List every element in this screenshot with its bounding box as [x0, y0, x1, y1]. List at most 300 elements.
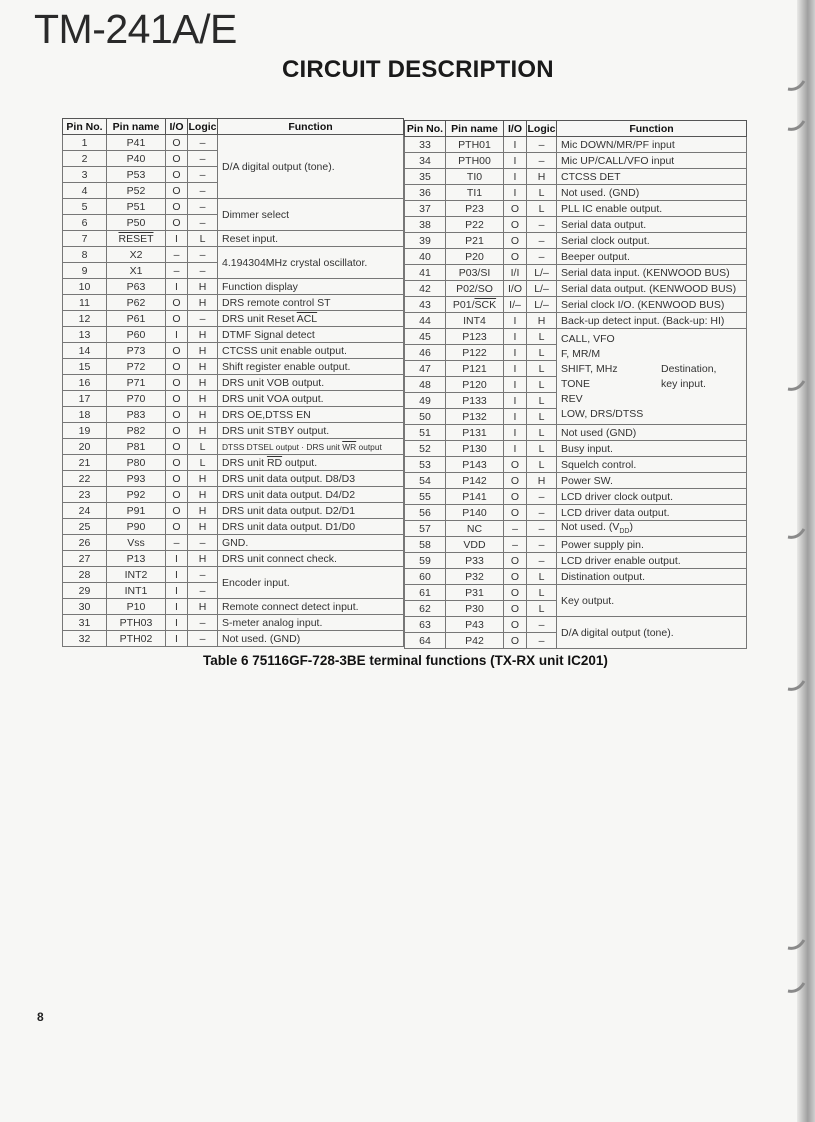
pin-number: 38: [405, 217, 446, 233]
pin-number: 33: [405, 137, 446, 153]
table-row: [63, 343, 404, 359]
pin-logic: –: [188, 535, 218, 551]
pin-function: [218, 311, 404, 327]
binder-ring-icon: [786, 78, 808, 92]
section-title: CIRCUIT DESCRIPTION: [282, 56, 554, 83]
pin-logic: H: [188, 391, 218, 407]
pin-logic: –: [527, 217, 557, 233]
function-text: DRS unit VOA output.: [222, 392, 324, 405]
pin-logic: H: [188, 423, 218, 439]
pin-logic: H: [188, 343, 218, 359]
table-row: [63, 247, 404, 263]
table-row: [63, 391, 404, 407]
pin-io: –: [166, 247, 188, 263]
pin-number: 1: [63, 135, 107, 151]
pin-name: INT4: [446, 313, 504, 329]
pin-number: 16: [63, 375, 107, 391]
pin-function: [218, 327, 404, 343]
pin-logic: L/–: [527, 297, 557, 313]
pin-function: [218, 407, 404, 423]
table-row: [63, 535, 404, 551]
table-row: [63, 599, 404, 615]
pin-number: 64: [405, 633, 446, 649]
pin-number: 59: [405, 553, 446, 569]
function-text: Mic UP/CALL/VFO input: [561, 154, 675, 167]
pin-logic: L: [527, 329, 557, 345]
pin-io: O: [504, 617, 527, 633]
pin-io: O: [504, 505, 527, 521]
pin-number: 39: [405, 233, 446, 249]
pin-io: I: [504, 425, 527, 441]
pin-logic: –: [527, 505, 557, 521]
pin-number: 62: [405, 601, 446, 617]
page-number: 8: [37, 1010, 44, 1024]
pin-number: 37: [405, 201, 446, 217]
pin-name: P22: [446, 217, 504, 233]
pin-function: [557, 249, 747, 265]
pin-logic: L: [188, 231, 218, 247]
pin-io: I: [166, 551, 188, 567]
pin-logic: –: [188, 151, 218, 167]
function-text: Beeper output.: [561, 250, 630, 263]
pin-io: O: [166, 407, 188, 423]
pin-logic: –: [188, 263, 218, 279]
pin-number: 57: [405, 521, 446, 537]
pin-function: [218, 567, 404, 599]
pin-number: 34: [405, 153, 446, 169]
pin-io: O: [504, 489, 527, 505]
pin-logic: –: [527, 553, 557, 569]
function-text: DRS remote control ST: [222, 296, 331, 309]
function-text: DTSS DTSEL output · DRS unit: [222, 441, 343, 452]
pin-logic: H: [527, 169, 557, 185]
pin-name: P02/SO: [446, 281, 504, 297]
binder-ring-icon: [786, 118, 808, 132]
header-function: Function: [218, 119, 404, 135]
pin-name: P03/SI: [446, 265, 504, 281]
pin-function: [557, 425, 747, 441]
function-text: DRS OE,DTSS EN: [222, 408, 311, 421]
pin-io: O: [166, 471, 188, 487]
header-io: I/O: [166, 119, 188, 135]
pin-number: 11: [63, 295, 107, 311]
pin-function: [218, 199, 404, 231]
pin-function: [218, 279, 404, 295]
pin-name: P131: [446, 425, 504, 441]
pin-logic: H: [188, 279, 218, 295]
table-row: [405, 233, 747, 249]
table-row: [63, 279, 404, 295]
pin-number: 41: [405, 265, 446, 281]
pin-function: [557, 505, 747, 521]
pin-name: PTH01: [446, 137, 504, 153]
pin-logic: –: [188, 167, 218, 183]
table-row: [405, 137, 747, 153]
function-text: DRS unit STBY output.: [222, 424, 330, 437]
pin-number: 56: [405, 505, 446, 521]
pin-io: O: [504, 201, 527, 217]
function-text: output.: [282, 456, 318, 469]
table-row: [405, 265, 747, 281]
pin-name: INT2: [107, 567, 166, 583]
pin-function: [218, 615, 404, 631]
function-text: Serial clock I/O. (KENWOOD BUS): [561, 298, 725, 311]
key-function-line: TONE: [561, 377, 590, 390]
pin-io: I: [504, 345, 527, 361]
function-text: CTCSS unit enable output.: [222, 344, 347, 357]
destination-note: Destination, key input.: [661, 362, 717, 390]
pin-name: P41: [107, 135, 166, 151]
pin-function: [218, 631, 404, 647]
pin-number: 5: [63, 199, 107, 215]
pin-logic: –: [527, 153, 557, 169]
table-row: [63, 631, 404, 647]
pin-io: I: [166, 615, 188, 631]
pin-name-text-overline: $\overline{SCK}$: [474, 298, 497, 311]
pin-function: [557, 297, 747, 313]
pin-function: [218, 375, 404, 391]
pin-number: 15: [63, 359, 107, 375]
table-row: [405, 617, 747, 633]
pin-number: 47: [405, 361, 446, 377]
pin-name: P93: [107, 471, 166, 487]
function-text: DRS unit Reset: [222, 312, 297, 325]
pin-function: [557, 201, 747, 217]
table-row: [63, 503, 404, 519]
pin-name: P62: [107, 295, 166, 311]
pin-io: O: [166, 503, 188, 519]
pin-logic: L: [527, 601, 557, 617]
table-header-row: [405, 121, 747, 137]
pin-number: 27: [63, 551, 107, 567]
table-row: [63, 199, 404, 215]
pin-logic: –: [527, 489, 557, 505]
pin-name: P20: [446, 249, 504, 265]
function-text: D/A digital output (tone).: [561, 626, 674, 639]
pin-io: I: [504, 169, 527, 185]
pin-function: [557, 265, 747, 281]
pin-number: 7: [63, 231, 107, 247]
pin-io: O: [166, 183, 188, 199]
pin-function: [218, 343, 404, 359]
function-text-overline: $\overline{WR}$: [342, 441, 357, 452]
pin-number: 42: [405, 281, 446, 297]
pin-number: 14: [63, 343, 107, 359]
pin-logic: L: [188, 439, 218, 455]
table-row: [405, 169, 747, 185]
pin-logic: –: [188, 215, 218, 231]
header-logic: Logic: [527, 122, 556, 135]
pin-number: 9: [63, 263, 107, 279]
pin-name: P122: [446, 345, 504, 361]
pin-io: O: [166, 295, 188, 311]
header-pin-name: Pin name: [446, 121, 504, 137]
table-header-row: [63, 119, 404, 135]
function-text: CTCSS DET: [561, 170, 621, 183]
pin-logic: H: [188, 519, 218, 535]
pin-function: [218, 135, 404, 199]
pin-number: 6: [63, 215, 107, 231]
table-row: [405, 473, 747, 489]
pin-logic: L: [527, 185, 557, 201]
pin-io: O: [166, 391, 188, 407]
pin-logic: –: [188, 199, 218, 215]
pin-io: O: [504, 233, 527, 249]
pin-logic: –: [527, 633, 557, 649]
function-text: Distination output.: [561, 570, 646, 583]
pin-number: 23: [63, 487, 107, 503]
pin-number: 2: [63, 151, 107, 167]
table-caption: Table 6 75116GF-728-3BE terminal functions (TX-RX unit IC201): [203, 653, 608, 668]
pin-io: I: [504, 185, 527, 201]
function-text: Not used. (V: [561, 521, 620, 534]
pin-io: O: [166, 487, 188, 503]
table-row: [405, 281, 747, 297]
table-row: [63, 423, 404, 439]
pin-name: Vss: [107, 535, 166, 551]
pin-io: O: [504, 473, 527, 489]
key-function-line: F, MR/M: [561, 347, 601, 360]
pin-logic: –: [188, 583, 218, 599]
pin-io: –: [166, 535, 188, 551]
function-text: Reset input.: [222, 232, 279, 245]
pin-name: [446, 297, 504, 313]
function-text: Serial data input. (KENWOOD BUS): [561, 266, 730, 279]
function-text: Serial data output. (KENWOOD BUS): [561, 282, 737, 295]
header-io: I/O: [504, 121, 527, 137]
pin-number: 35: [405, 169, 446, 185]
pin-io: I: [504, 393, 527, 409]
pin-io: I: [166, 631, 188, 647]
pin-name: P81: [107, 439, 166, 455]
table-row: [63, 327, 404, 343]
pin-function: [557, 537, 747, 553]
function-text: ): [629, 521, 633, 534]
pin-logic: L: [527, 201, 557, 217]
pin-name: P50: [107, 215, 166, 231]
pin-number: 63: [405, 617, 446, 633]
pin-name: P91: [107, 503, 166, 519]
pin-name: P52: [107, 183, 166, 199]
pin-name: RESET: [107, 231, 166, 247]
function-text: DRS unit data output. D4/D2: [222, 488, 356, 501]
binder-ring-icon: [786, 980, 808, 994]
pin-logic: H: [188, 599, 218, 615]
function-text: S-meter analog input.: [222, 616, 323, 629]
pin-name: P13: [107, 551, 166, 567]
pin-logic: H: [188, 471, 218, 487]
pin-name: P80: [107, 455, 166, 471]
pin-name: P30: [446, 601, 504, 617]
pin-logic: H: [527, 313, 557, 329]
pin-number: 19: [63, 423, 107, 439]
table-row: [63, 471, 404, 487]
pin-io: –: [504, 537, 527, 553]
pin-function: [557, 569, 747, 585]
pin-number: 31: [63, 615, 107, 631]
pin-name: P132: [446, 409, 504, 425]
pin-name: P72: [107, 359, 166, 375]
table-row: [405, 553, 747, 569]
pin-logic: –: [527, 137, 557, 153]
pin-io: I: [166, 583, 188, 599]
pin-io: O: [166, 455, 188, 471]
pin-function: [218, 247, 404, 279]
pin-name: X1: [107, 263, 166, 279]
pin-logic: –: [527, 249, 557, 265]
pin-number: 49: [405, 393, 446, 409]
function-text: DRS unit: [222, 456, 267, 469]
pin-table-left-body: [63, 135, 404, 647]
pin-io: –: [504, 521, 527, 537]
pin-name: P142: [446, 473, 504, 489]
pin-logic: –: [188, 631, 218, 647]
pin-name: P120: [446, 377, 504, 393]
pin-name: P143: [446, 457, 504, 473]
pin-name: P130: [446, 441, 504, 457]
pin-io: I: [504, 409, 527, 425]
table-row: [405, 537, 747, 553]
pin-name: P123: [446, 329, 504, 345]
pin-name: P63: [107, 279, 166, 295]
pin-function: [557, 281, 747, 297]
pin-number: 10: [63, 279, 107, 295]
header-pin-no: Pin No.: [63, 119, 107, 135]
pin-number: 45: [405, 329, 446, 345]
pin-logic: –: [527, 521, 557, 537]
pin-name: TI1: [446, 185, 504, 201]
pin-name: P10: [107, 599, 166, 615]
pin-logic: L: [527, 569, 557, 585]
pin-io: O: [166, 167, 188, 183]
pin-number: 50: [405, 409, 446, 425]
pin-function: [557, 521, 747, 537]
pin-name: P23: [446, 201, 504, 217]
pin-number: 29: [63, 583, 107, 599]
function-text: PLL IC enable output.: [561, 202, 663, 215]
table-row: [63, 407, 404, 423]
pin-number: 17: [63, 391, 107, 407]
function-text: DRS unit VOB output.: [222, 376, 325, 389]
pin-io: I: [504, 137, 527, 153]
pin-name: NC: [446, 521, 504, 537]
pin-io: I: [504, 361, 527, 377]
table-row: [63, 487, 404, 503]
pin-io: O: [504, 601, 527, 617]
pin-number: 32: [63, 631, 107, 647]
function-text: DTMF Signal detect: [222, 328, 315, 341]
pin-number: 22: [63, 471, 107, 487]
pin-number: 58: [405, 537, 446, 553]
pin-logic: L: [527, 393, 557, 409]
table-row: [405, 521, 747, 537]
binder-edge: [797, 0, 815, 1122]
pin-number: 30: [63, 599, 107, 615]
pin-function: [218, 391, 404, 407]
pin-number: 26: [63, 535, 107, 551]
pin-io: O: [166, 359, 188, 375]
pin-name: P32: [446, 569, 504, 585]
pin-io: I/O: [504, 281, 527, 297]
function-text: DRS unit data output. D1/D0: [222, 520, 356, 533]
pin-io: I: [504, 441, 527, 457]
table-row: [63, 295, 404, 311]
pin-logic: L: [527, 345, 557, 361]
pin-function: [218, 423, 404, 439]
pin-number: 54: [405, 473, 446, 489]
table-row: [405, 569, 747, 585]
function-text: 4.194304MHz crystal oscillator.: [222, 256, 368, 269]
pin-name: P51: [107, 199, 166, 215]
function-text: Serial data output.: [561, 218, 647, 231]
pin-logic: L: [527, 425, 557, 441]
pin-number: 12: [63, 311, 107, 327]
pin-number: 40: [405, 249, 446, 265]
pin-io: O: [166, 215, 188, 231]
pin-logic: L: [527, 409, 557, 425]
pin-number: 3: [63, 167, 107, 183]
key-function-line: REV: [561, 392, 583, 405]
pin-logic: –: [188, 135, 218, 151]
pin-function: [218, 551, 404, 567]
pin-number: 53: [405, 457, 446, 473]
table-row: [405, 313, 747, 329]
pin-io: I: [166, 327, 188, 343]
pin-name: INT1: [107, 583, 166, 599]
pin-function: [218, 471, 404, 487]
pin-logic: –: [188, 247, 218, 263]
function-text: Key output.: [561, 594, 615, 607]
pin-number: 51: [405, 425, 446, 441]
pin-logic: –: [527, 617, 557, 633]
pin-function: [218, 535, 404, 551]
table-row: [63, 519, 404, 535]
function-text: Shift register enable output.: [222, 360, 351, 373]
function-text: GND.: [222, 536, 249, 549]
pin-number: 44: [405, 313, 446, 329]
pin-function: [218, 519, 404, 535]
binder-ring-icon: [786, 378, 808, 392]
pin-function: [218, 455, 404, 471]
pin-table-right-body: [405, 137, 747, 649]
pin-name: VDD: [446, 537, 504, 553]
function-text: Dimmer select: [222, 208, 290, 221]
table-row: [405, 185, 747, 201]
pin-function: [557, 329, 747, 425]
function-text: Not used. (GND): [222, 632, 301, 645]
pin-logic: L/–: [527, 265, 557, 281]
pin-function: [557, 137, 747, 153]
function-text: Function display: [222, 280, 298, 293]
pin-function: [218, 231, 404, 247]
pin-io: O: [504, 249, 527, 265]
pin-name: P43: [446, 617, 504, 633]
pin-function: [218, 439, 404, 455]
pin-logic: H: [188, 487, 218, 503]
pin-logic: L: [527, 441, 557, 457]
pin-logic: L: [527, 585, 557, 601]
function-text: Busy input.: [561, 442, 613, 455]
pin-io: I: [166, 279, 188, 295]
function-text: Remote connect detect input.: [222, 600, 359, 613]
pin-number: 61: [405, 585, 446, 601]
pin-number: 18: [63, 407, 107, 423]
pin-name: P140: [446, 505, 504, 521]
pin-name: PTH00: [446, 153, 504, 169]
pin-io: I: [504, 377, 527, 393]
pin-io: I: [166, 231, 188, 247]
table-row: [63, 231, 404, 247]
